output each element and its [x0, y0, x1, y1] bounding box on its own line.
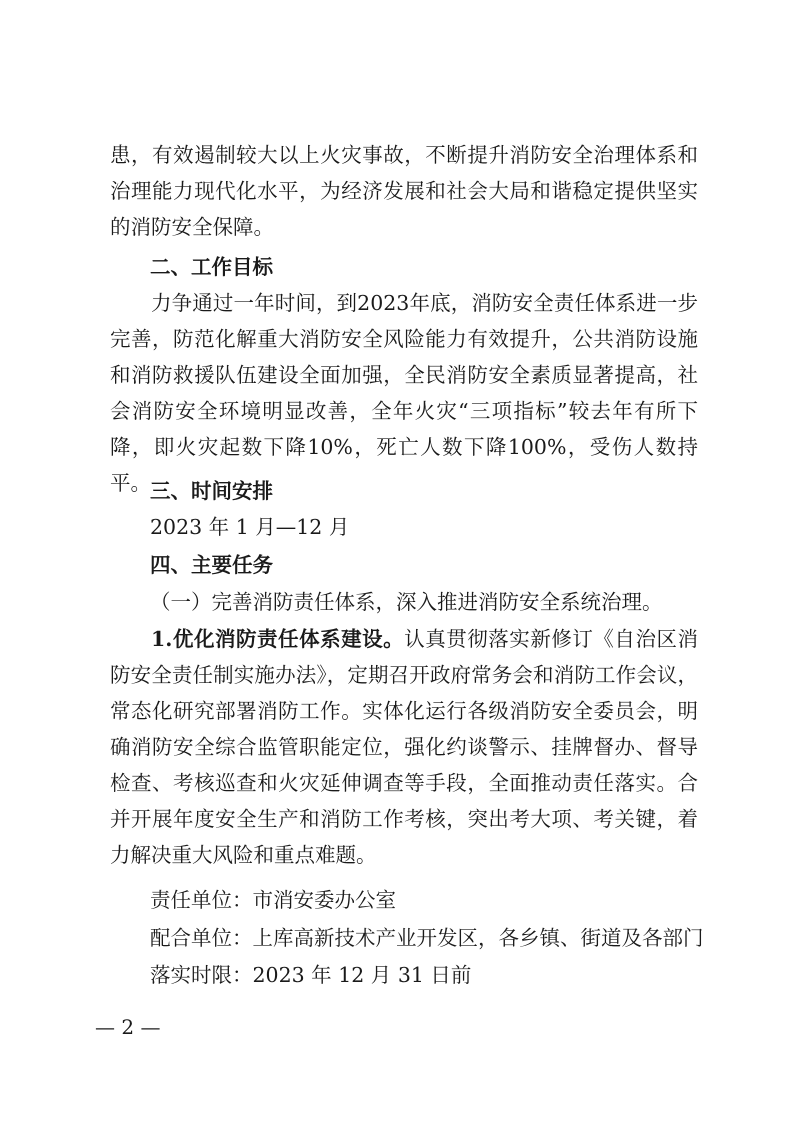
paragraph-work-goals: 力争通过一年时间，到2023年底，消防安全责任体系进一步完善，防范化解重大消防安全风险能力有效提升，公共消防设施和消防救援队伍建设全面加强，全民消防安全素质显著提高，社会消防安全环境明显改善，全年火灾“三项指标”较去年有所下降，即火灾起数下降10%，死亡人数下降100%，受伤人数持平。 — [110, 291, 698, 495]
schedule-date-range: 2023 年 1 月—12 月 — [150, 515, 350, 539]
deadline: 落实时限：2023 年 12 月 31 日前 — [150, 963, 472, 987]
heading-schedule: 三、时间安排 — [150, 479, 273, 503]
paragraph-task-1 — [110, 621, 698, 873]
page-number: — 2 — — [95, 1015, 161, 1039]
cooperating-units: 配合单位：上库高新技术产业开发区，各乡镇、街道及各部门 — [150, 926, 704, 950]
paragraph-intro-continued: 患，有效遏制较大以上火灾事故，不断提升消防安全治理体系和治理能力现代化水平，为经济发展和社会大局和谐稳定提供坚实的消防安全保障。 — [110, 143, 698, 239]
heading-main-tasks: 四、主要任务 — [150, 553, 273, 577]
heading-work-goals: 二、工作目标 — [150, 255, 273, 279]
task-1-title: 1.优化消防责任体系建设。 — [151, 627, 405, 651]
responsible-unit: 责任单位：市消安委办公室 — [150, 888, 396, 912]
subheading-responsibility-system: （一）完善消防责任体系，深入推进消防安全系统治理。 — [150, 590, 663, 614]
task-1-body: 认真贯彻落实新修订《自治区消防安全责任制实施办法》，定期召开政府常务会和消防工作会议，常态化研究部署消防工作。实体化运行各级消防安全委员会，明确消防安全综合监管职能定位，强化约谈警示、挂牌督办、督导检查、考核巡查和火灾延伸调查等手段，全面推动责任落实。合并开展年度安全生产和消防工作考核，突出考大项、考关键，着力解决重大风险和重点难题。 — [110, 627, 698, 867]
